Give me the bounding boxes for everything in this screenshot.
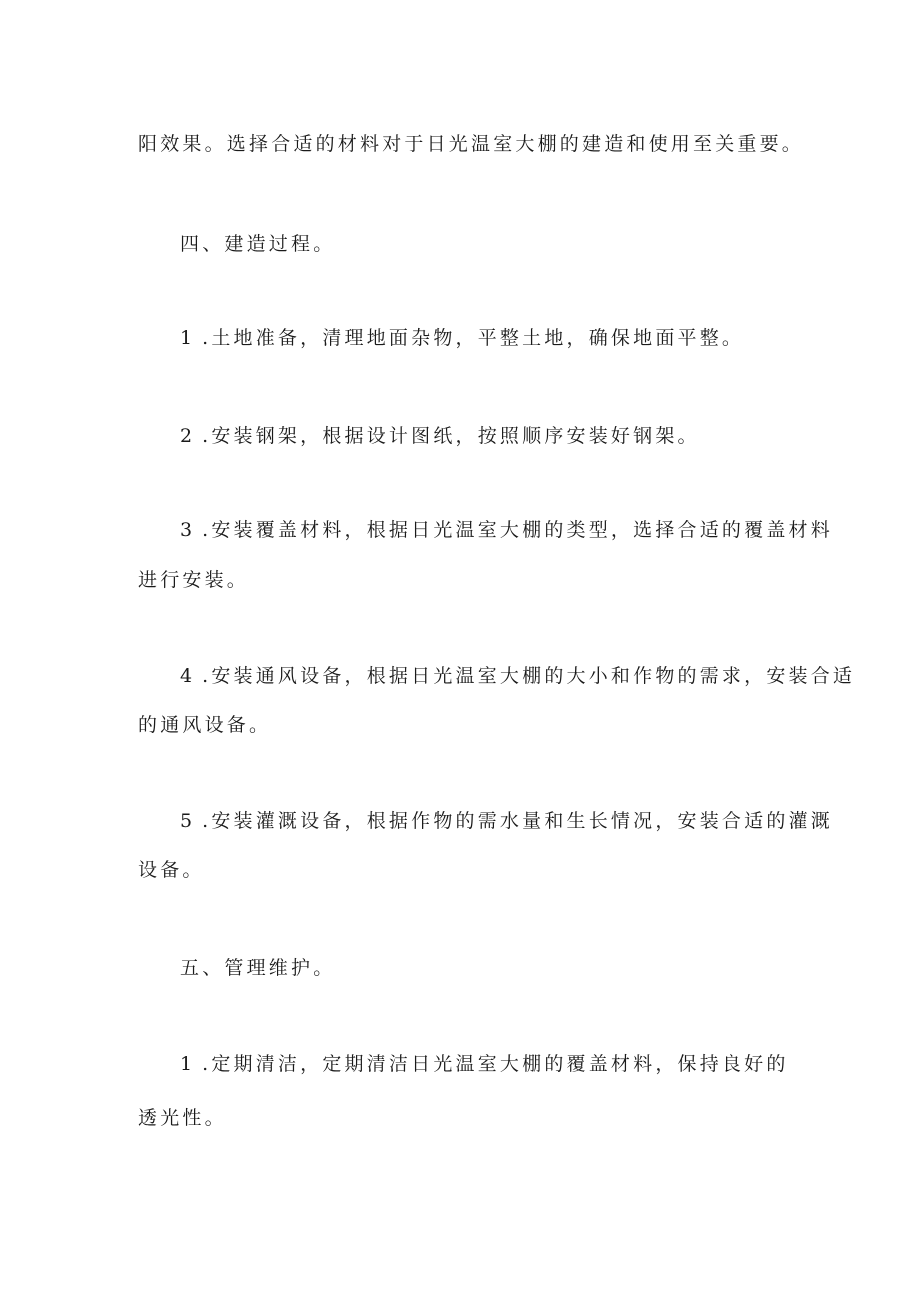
section-heading-maintenance: 五、管理维护。 xyxy=(180,957,336,979)
list-item-5-continuation: 设备。 xyxy=(138,859,205,881)
list-item-number: 3 xyxy=(180,519,193,541)
list-item-4 xyxy=(180,664,855,688)
list-item-1 xyxy=(180,326,744,350)
paragraph-continuation: 阳效果。选择合适的材料对于日光温室大棚的建造和使用至关重要。 xyxy=(138,133,805,155)
list-item-number: 1 xyxy=(180,1053,193,1075)
list-item-4-continuation: 的通风设备。 xyxy=(138,714,272,736)
list-item-text: .安装通风设备，根据日光温室大棚的大小和作物的需求，安装合适 xyxy=(202,665,856,687)
list-item-text: .安装钢架，根据设计图纸，按照顺序安装好钢架。 xyxy=(202,425,700,447)
list-item-text: .安装灌溉设备，根据作物的需水量和生长情况，安装合适的灌溉 xyxy=(202,810,833,832)
list-item-number: 2 xyxy=(180,425,193,447)
list-item-5 xyxy=(180,809,833,833)
list-item-2 xyxy=(180,424,700,448)
list-item-text: .定期清洁，定期清洁日光温室大棚的覆盖材料，保持良好的 xyxy=(202,1053,789,1075)
list-item-3-continuation: 进行安装。 xyxy=(138,569,250,591)
maintenance-item-1-continuation: 透光性。 xyxy=(138,1107,227,1129)
list-item-text: .安装覆盖材料，根据日光温室大棚的类型，选择合适的覆盖材料 xyxy=(202,519,833,541)
list-item-number: 4 xyxy=(180,665,193,687)
section-heading-construction: 四、建造过程。 xyxy=(180,233,336,255)
list-item-3 xyxy=(180,518,833,542)
list-item-text: .土地准备，清理地面杂物，平整土地，确保地面平整。 xyxy=(202,327,745,349)
list-item-number: 1 xyxy=(180,327,193,349)
maintenance-item-1 xyxy=(180,1052,789,1076)
list-item-number: 5 xyxy=(180,810,193,832)
